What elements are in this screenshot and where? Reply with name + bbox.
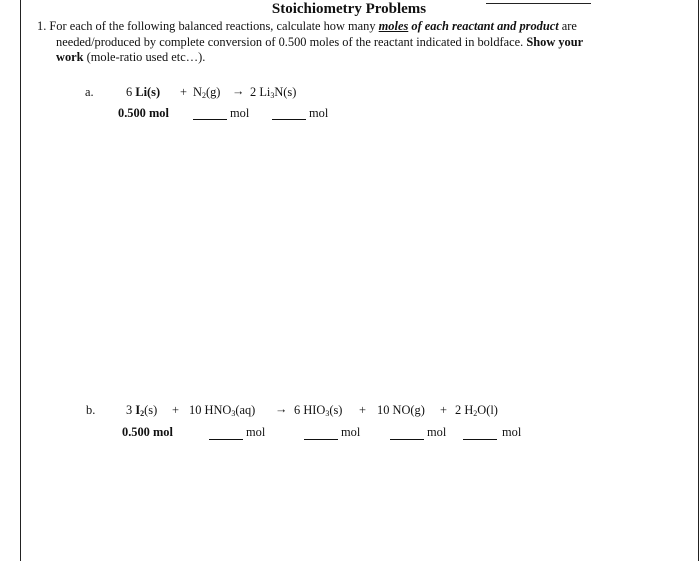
part-b-coef-4: 10 xyxy=(377,403,390,417)
instruction-text-1: For each of the following balanced reactions, calculate how many xyxy=(49,19,379,33)
h2o-tail: O(l) xyxy=(477,403,498,417)
part-b-coef-2: 10 xyxy=(189,403,202,417)
li3n-a: Li xyxy=(259,85,271,99)
part-b-unit-1: mol xyxy=(246,425,266,439)
no-formula: NO(g) xyxy=(392,403,425,417)
part-a-coef-1: 6 xyxy=(126,85,133,99)
work-emphasis: work xyxy=(56,50,84,64)
part-a-arrow: → xyxy=(232,84,245,98)
part-b-product-1 xyxy=(294,403,342,418)
part-a-given-amount: 0.500 mol xyxy=(118,106,169,120)
n2-main: N xyxy=(193,85,202,99)
page-title: Stoichiometry Problems xyxy=(271,1,427,17)
n2-sub: 2 xyxy=(201,91,206,100)
part-b-plus-2: + xyxy=(359,403,366,417)
part-b-reactant-1 xyxy=(126,403,157,418)
instruction-line-2: needed/produced by complete conversion of 0.500 moles of the reactant indicated in boldface. xyxy=(56,34,527,49)
h2o-main: H xyxy=(464,403,474,417)
part-a-coef-3: 2 xyxy=(250,85,257,99)
part-b-coef-3: 6 xyxy=(294,403,301,417)
hio3-tail: (s) xyxy=(329,403,343,417)
hno3-tail: (aq) xyxy=(235,403,256,417)
part-b-blank-4[interactable] xyxy=(463,439,497,440)
part-b-coef-1: 3 xyxy=(126,403,133,417)
part-a-li-formula: Li(s) xyxy=(135,85,161,99)
part-a-unit-2: mol xyxy=(309,106,329,120)
li3n-sub: 3 xyxy=(270,91,275,100)
part-b-unit-2: mol xyxy=(341,425,361,439)
part-b-coef-5: 2 xyxy=(455,403,462,417)
part-b-unit-3: mol xyxy=(427,425,447,439)
h2o-sub: 2 xyxy=(473,409,478,418)
question-instructions xyxy=(37,19,657,66)
hno3-main: HNO xyxy=(204,403,232,417)
part-b-label: b. xyxy=(86,403,96,417)
question-number: 1. xyxy=(37,19,47,33)
i2-sub: 2 xyxy=(140,409,145,418)
part-b-product-2 xyxy=(377,403,425,418)
part-a-label: a. xyxy=(85,85,94,99)
left-margin-line xyxy=(20,0,21,561)
part-b-given-amount: 0.500 mol xyxy=(122,425,173,439)
show-your-emphasis: Show your xyxy=(526,34,584,49)
part-a-blank-2[interactable] xyxy=(272,119,306,120)
part-b-plus-1: + xyxy=(172,403,179,417)
part-a-blank-1[interactable] xyxy=(193,119,227,120)
i2-main: I xyxy=(135,403,141,417)
moles-emphasis: moles xyxy=(378,19,409,33)
hno3-sub: 3 xyxy=(231,409,236,418)
hio3-main: HIO xyxy=(303,403,326,417)
reactant-product-emphasis: of each reactant and product xyxy=(408,19,559,33)
part-b-blank-3[interactable] xyxy=(390,439,424,440)
instruction-text-2: are xyxy=(558,19,577,33)
right-margin-line xyxy=(698,0,699,561)
hio3-sub: 3 xyxy=(325,409,330,418)
part-a-plus: + xyxy=(180,85,187,99)
part-a-unit-1: mol xyxy=(230,106,250,120)
n2-tail: (g) xyxy=(205,85,221,99)
li3n-b: N(s) xyxy=(274,85,297,99)
i2-tail: (s) xyxy=(144,403,158,417)
part-b-arrow: → xyxy=(275,402,288,416)
part-a-product-1 xyxy=(250,85,296,100)
instruction-line-3: (mole-ratio used etc…). xyxy=(83,50,206,64)
part-a-reactant-2 xyxy=(193,85,220,100)
part-b-reactant-2 xyxy=(189,403,255,418)
part-b-plus-3: + xyxy=(440,403,447,417)
part-a-reactant-1 xyxy=(126,85,160,100)
part-b-blank-2[interactable] xyxy=(304,439,338,440)
part-b-unit-4: mol xyxy=(502,425,522,439)
part-b-product-3 xyxy=(455,403,498,418)
part-b-blank-1[interactable] xyxy=(209,439,243,440)
